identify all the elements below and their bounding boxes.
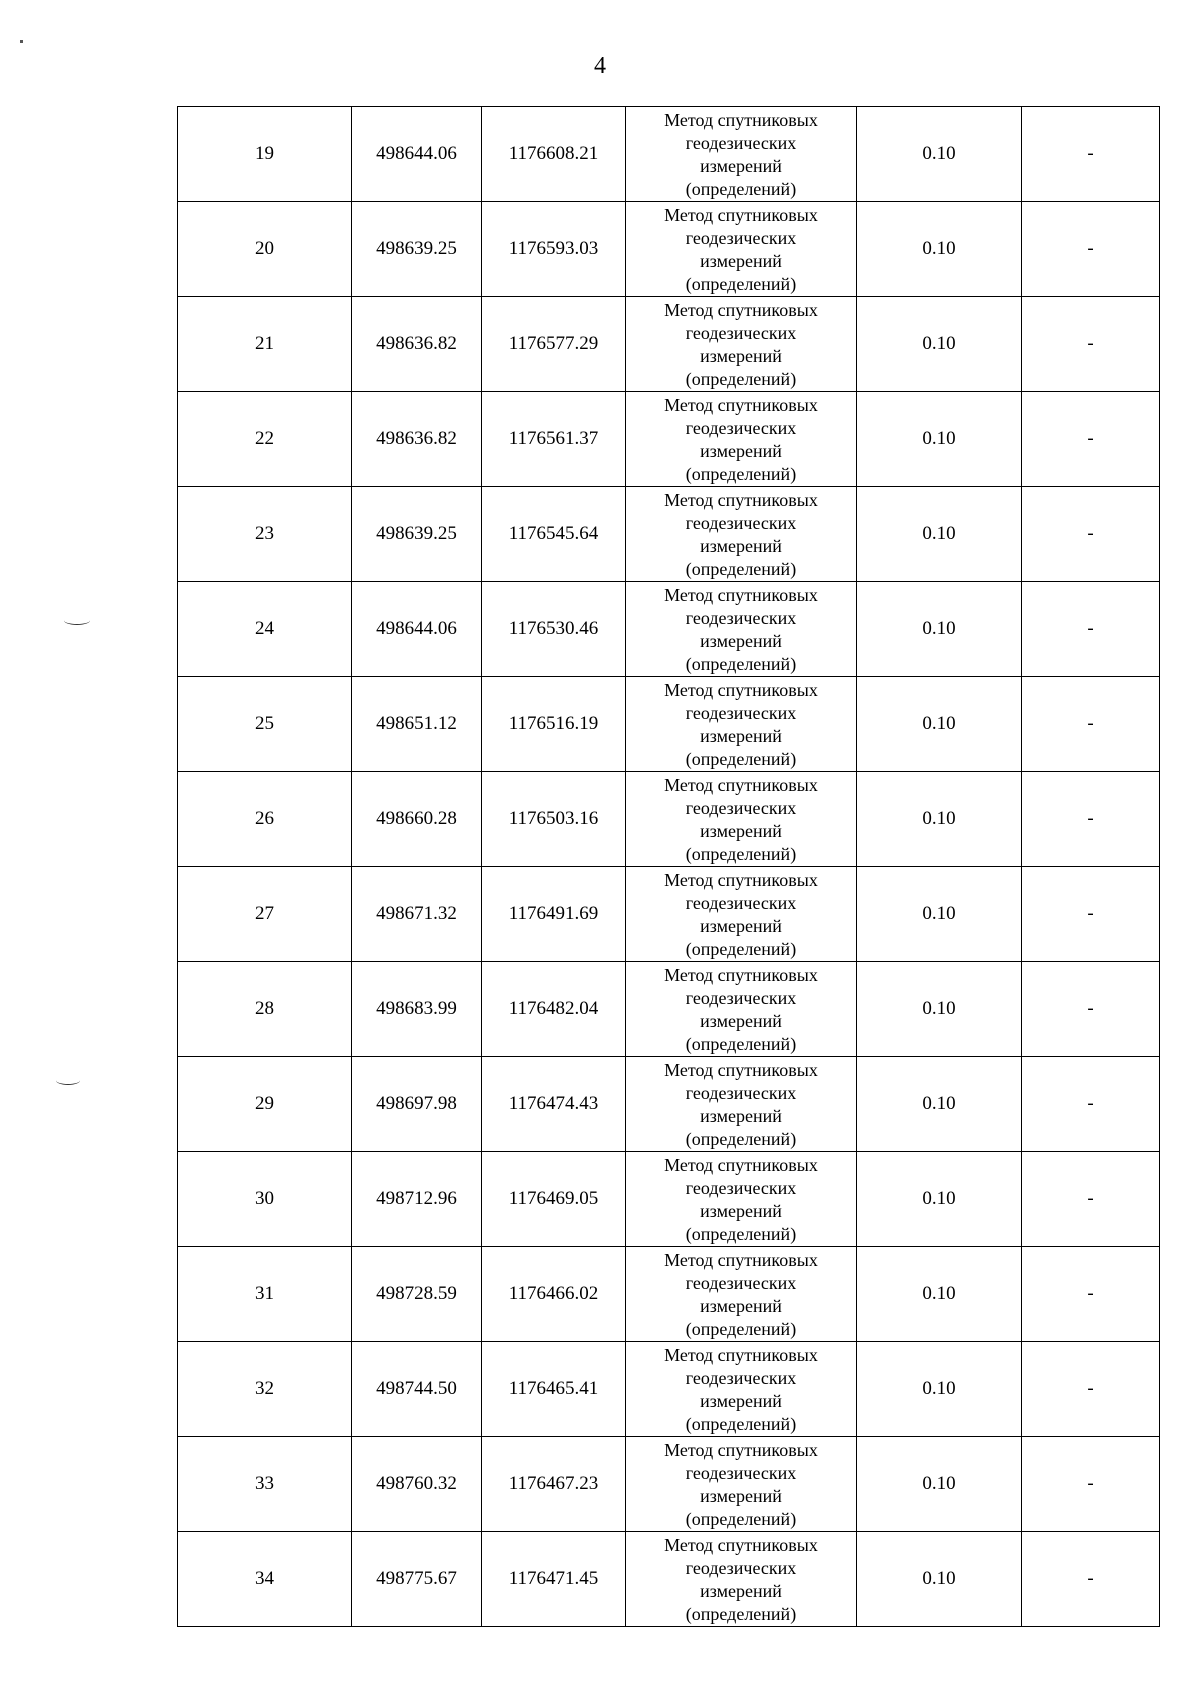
note-cell: - (1022, 202, 1160, 297)
method-line: измерений (700, 726, 782, 746)
x-coordinate-cell: 498636.82 (352, 392, 482, 487)
point-number-cell: 24 (178, 582, 352, 677)
table-row (178, 487, 1160, 582)
note-cell: - (1022, 1152, 1160, 1247)
table-row (178, 107, 1160, 202)
table-row (178, 297, 1160, 392)
table-row (178, 1532, 1160, 1627)
y-coordinate-cell: 1176608.21 (482, 107, 626, 202)
y-coordinate-cell: 1176474.43 (482, 1057, 626, 1152)
point-number-cell: 23 (178, 487, 352, 582)
y-coordinate-cell: 1176467.23 (482, 1437, 626, 1532)
method-line: геодезических (685, 418, 797, 438)
method-line: измерений (700, 1486, 782, 1506)
accuracy-cell: 0.10 (857, 867, 1022, 962)
x-coordinate-cell: 498744.50 (352, 1342, 482, 1437)
accuracy-cell: 0.10 (857, 677, 1022, 772)
y-coordinate-cell: 1176545.64 (482, 487, 626, 582)
y-coordinate-cell: 1176491.69 (482, 867, 626, 962)
point-number-cell: 32 (178, 1342, 352, 1437)
accuracy-cell: 0.10 (857, 107, 1022, 202)
method-line: (определений) (685, 939, 797, 959)
method-line: измерений (700, 346, 782, 366)
method-line: (определений) (685, 559, 797, 579)
method-cell (626, 1152, 857, 1247)
method-line: измерений (700, 631, 782, 651)
method-line: Метод спутниковых (664, 1345, 818, 1365)
method-cell (626, 1437, 857, 1532)
method-line: Метод спутниковых (664, 1250, 818, 1270)
method-line: геодезических (685, 1463, 797, 1483)
method-cell (626, 107, 857, 202)
x-coordinate-cell: 498697.98 (352, 1057, 482, 1152)
method-line: (определений) (685, 1509, 797, 1529)
y-coordinate-cell: 1176516.19 (482, 677, 626, 772)
method-line: измерений (700, 1106, 782, 1126)
method-line: Метод спутниковых (664, 965, 818, 985)
x-coordinate-cell: 498683.99 (352, 962, 482, 1057)
accuracy-cell: 0.10 (857, 1437, 1022, 1532)
table-row (178, 582, 1160, 677)
accuracy-cell: 0.10 (857, 1247, 1022, 1342)
method-cell (626, 1342, 857, 1437)
note-cell: - (1022, 582, 1160, 677)
point-number-cell: 34 (178, 1532, 352, 1627)
note-cell: - (1022, 772, 1160, 867)
note-cell: - (1022, 487, 1160, 582)
note-cell: - (1022, 1437, 1160, 1532)
note-cell: - (1022, 1247, 1160, 1342)
point-number-cell: 30 (178, 1152, 352, 1247)
x-coordinate-cell: 498639.25 (352, 202, 482, 297)
method-line: (определений) (685, 844, 797, 864)
method-line: Метод спутниковых (664, 1440, 818, 1460)
accuracy-cell: 0.10 (857, 962, 1022, 1057)
y-coordinate-cell: 1176482.04 (482, 962, 626, 1057)
x-coordinate-cell: 498660.28 (352, 772, 482, 867)
method-line: (определений) (685, 179, 797, 199)
method-line: измерений (700, 441, 782, 461)
method-line: Метод спутниковых (664, 1535, 818, 1555)
method-line: геодезических (685, 1368, 797, 1388)
method-line: геодезических (685, 988, 797, 1008)
coordinates-table (177, 106, 1160, 1627)
table-row (178, 1342, 1160, 1437)
note-cell: - (1022, 107, 1160, 202)
method-cell (626, 772, 857, 867)
method-line: измерений (700, 1391, 782, 1411)
x-coordinate-cell: 498644.06 (352, 107, 482, 202)
method-line: измерений (700, 916, 782, 936)
table-row (178, 772, 1160, 867)
method-line: (определений) (685, 654, 797, 674)
y-coordinate-cell: 1176466.02 (482, 1247, 626, 1342)
method-cell (626, 297, 857, 392)
point-number-cell: 26 (178, 772, 352, 867)
method-cell (626, 677, 857, 772)
table-row (178, 1152, 1160, 1247)
method-line: Метод спутниковых (664, 680, 818, 700)
method-line: измерений (700, 821, 782, 841)
accuracy-cell: 0.10 (857, 487, 1022, 582)
method-line: измерений (700, 536, 782, 556)
note-cell: - (1022, 1342, 1160, 1437)
method-line: измерений (700, 1581, 782, 1601)
x-coordinate-cell: 498760.32 (352, 1437, 482, 1532)
point-number-cell: 25 (178, 677, 352, 772)
method-line: геодезических (685, 1273, 797, 1293)
method-line: измерений (700, 1201, 782, 1221)
method-line: измерений (700, 1296, 782, 1316)
method-line: (определений) (685, 1319, 797, 1339)
method-line: геодезических (685, 513, 797, 533)
method-line: (определений) (685, 369, 797, 389)
method-line: геодезических (685, 133, 797, 153)
method-cell (626, 392, 857, 487)
method-line: геодезических (685, 1558, 797, 1578)
y-coordinate-cell: 1176593.03 (482, 202, 626, 297)
table-row (178, 1437, 1160, 1532)
method-line: (определений) (685, 274, 797, 294)
x-coordinate-cell: 498644.06 (352, 582, 482, 677)
x-coordinate-cell: 498712.96 (352, 1152, 482, 1247)
method-cell (626, 1247, 857, 1342)
method-line: (определений) (685, 464, 797, 484)
accuracy-cell: 0.10 (857, 202, 1022, 297)
point-number-cell: 33 (178, 1437, 352, 1532)
method-line: геодезических (685, 893, 797, 913)
point-number-cell: 20 (178, 202, 352, 297)
point-number-cell: 27 (178, 867, 352, 962)
accuracy-cell: 0.10 (857, 1532, 1022, 1627)
table-row (178, 867, 1160, 962)
method-line: геодезических (685, 228, 797, 248)
scan-artifact (64, 616, 90, 625)
point-number-cell: 31 (178, 1247, 352, 1342)
method-cell (626, 487, 857, 582)
table-row (178, 962, 1160, 1057)
method-line: (определений) (685, 749, 797, 769)
table-row (178, 677, 1160, 772)
note-cell: - (1022, 297, 1160, 392)
note-cell: - (1022, 677, 1160, 772)
method-line: Метод спутниковых (664, 1060, 818, 1080)
table-row (178, 202, 1160, 297)
method-cell (626, 1532, 857, 1627)
method-line: геодезических (685, 1083, 797, 1103)
x-coordinate-cell: 498639.25 (352, 487, 482, 582)
x-coordinate-cell: 498636.82 (352, 297, 482, 392)
x-coordinate-cell: 498651.12 (352, 677, 482, 772)
method-line: (определений) (685, 1034, 797, 1054)
table-row (178, 392, 1160, 487)
table-row (178, 1057, 1160, 1152)
x-coordinate-cell: 498775.67 (352, 1532, 482, 1627)
method-line: Метод спутниковых (664, 870, 818, 890)
method-line: геодезических (685, 323, 797, 343)
method-line: Метод спутниковых (664, 110, 818, 130)
y-coordinate-cell: 1176465.41 (482, 1342, 626, 1437)
point-number-cell: 19 (178, 107, 352, 202)
method-line: геодезических (685, 1178, 797, 1198)
x-coordinate-cell: 498728.59 (352, 1247, 482, 1342)
y-coordinate-cell: 1176577.29 (482, 297, 626, 392)
point-number-cell: 22 (178, 392, 352, 487)
y-coordinate-cell: 1176561.37 (482, 392, 626, 487)
method-cell (626, 867, 857, 962)
accuracy-cell: 0.10 (857, 772, 1022, 867)
method-line: измерений (700, 156, 782, 176)
point-number-cell: 28 (178, 962, 352, 1057)
x-coordinate-cell: 498671.32 (352, 867, 482, 962)
table-row (178, 1247, 1160, 1342)
method-cell (626, 202, 857, 297)
method-line: Метод спутниковых (664, 490, 818, 510)
method-line: измерений (700, 1011, 782, 1031)
method-line: (определений) (685, 1604, 797, 1624)
accuracy-cell: 0.10 (857, 1342, 1022, 1437)
note-cell: - (1022, 962, 1160, 1057)
page-number: 4 (594, 53, 606, 79)
point-number-cell: 21 (178, 297, 352, 392)
method-line: Метод спутниковых (664, 1155, 818, 1175)
method-cell (626, 1057, 857, 1152)
scan-artifact (56, 1076, 80, 1085)
table-body (178, 107, 1160, 1627)
y-coordinate-cell: 1176469.05 (482, 1152, 626, 1247)
note-cell: - (1022, 1057, 1160, 1152)
y-coordinate-cell: 1176530.46 (482, 582, 626, 677)
note-cell: - (1022, 392, 1160, 487)
point-number-cell: 29 (178, 1057, 352, 1152)
method-line: геодезических (685, 798, 797, 818)
method-line: Метод спутниковых (664, 585, 818, 605)
method-line: Метод спутниковых (664, 205, 818, 225)
scan-artifact (20, 40, 23, 43)
y-coordinate-cell: 1176503.16 (482, 772, 626, 867)
method-line: измерений (700, 251, 782, 271)
note-cell: - (1022, 867, 1160, 962)
method-line: геодезических (685, 608, 797, 628)
method-line: (определений) (685, 1414, 797, 1434)
method-line: Метод спутниковых (664, 300, 818, 320)
accuracy-cell: 0.10 (857, 392, 1022, 487)
note-cell: - (1022, 1532, 1160, 1627)
method-line: геодезических (685, 703, 797, 723)
y-coordinate-cell: 1176471.45 (482, 1532, 626, 1627)
method-line: (определений) (685, 1129, 797, 1149)
method-cell (626, 582, 857, 677)
method-line: (определений) (685, 1224, 797, 1244)
accuracy-cell: 0.10 (857, 297, 1022, 392)
accuracy-cell: 0.10 (857, 1057, 1022, 1152)
accuracy-cell: 0.10 (857, 1152, 1022, 1247)
method-cell (626, 962, 857, 1057)
method-line: Метод спутниковых (664, 775, 818, 795)
accuracy-cell: 0.10 (857, 582, 1022, 677)
method-line: Метод спутниковых (664, 395, 818, 415)
